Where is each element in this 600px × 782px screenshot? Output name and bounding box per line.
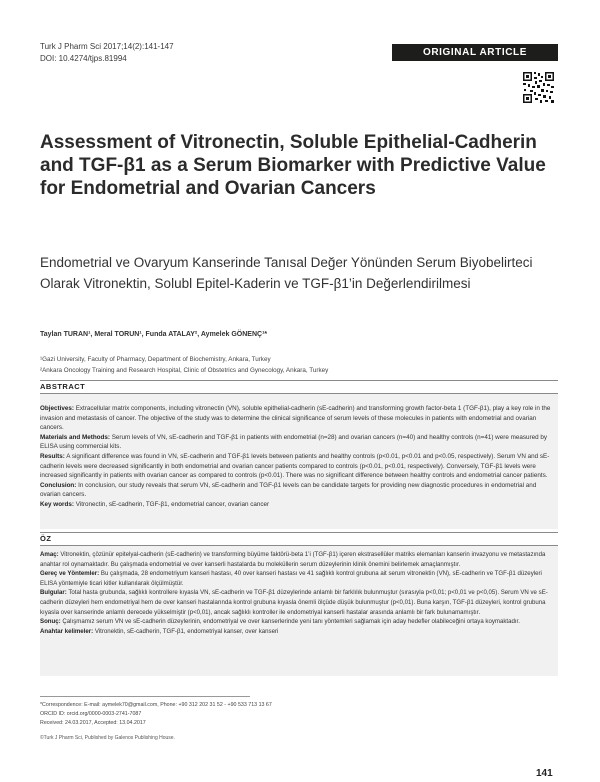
abstract-body bbox=[40, 404, 558, 510]
oz-bulgular: Bulgular: Total hasta grubunda, sağlıklı kontrollere kıyasla VN, sE-cadherin ve TGF-β1 düzeylerinde anlamlı bir farklılık bulunmuştur (sırasıyla p<0,01; p<0,01 ve p<0,05). Serum VN ve sE-cadherin düzeyleri hem endometriyal hem de over kanseri hastalarında kontrol grubuna kıyasla önemli ölçüde düşük bulunmuştur (p<0,01). Buna karşın, TGF-β1 düzeyleri, kontrol grubuna kıyasla over kanserinde anlamlı derecede yükselmiştir (p<0,01), ancak sağlıklı kontroller ile endometriyal kanserli hastalar arasında anlamlı bir fark bulunamamıştır. bbox=[40, 589, 548, 616]
affiliation-1: ¹Gazi University, Faculty of Pharmacy, Department of Biochemistry, Ankara, Turkey bbox=[40, 356, 271, 363]
affiliations bbox=[40, 354, 328, 376]
oz-sonuc: Sonuç: Çalışmamız serum VN ve sE-cadherin düzeylerinin, endometriyal ve over kanserlerinde yeni tanı yöntemleri sağlamak için aday hedefler olabileceğini ortaya koymaktadır. bbox=[40, 618, 520, 626]
abstract-heading: ABSTRACT bbox=[40, 382, 86, 391]
divider bbox=[40, 380, 558, 381]
abstract-methods: Materials and Methods: Serum levels of VN, sE-cadherin and TGF-β1 in patients with endometrial (n=28) and ovarian cancers (n=40) and healthy controls (n=41) were measured by ELISA using commercial kits. bbox=[40, 433, 547, 451]
oz-amac: Amaç: Vitronektin, çözünür epitelyal-cadherin (sE-cadherin) ve transforming büyüme faktörü-beta 1’i (TGF-β1) içeren ekstrasellüler matriks elemanları kanserin invazyonu ve metastazında anahtar rol oynamaktadır. Bu çalışmada endometrial ve over kanserli hastalarda bu moleküllerin serum düzeylerinin klinik önemini belirlemek amaçlanmıştır. bbox=[40, 551, 546, 568]
qr-code-icon bbox=[522, 71, 555, 104]
abstract-keywords: Key words: Vitronectin, sE-cadherin, TGF-β1, endometrial cancer, ovarian cancer bbox=[40, 500, 270, 508]
received-dates: Received: 24.03.2017, Accepted: 13.04.2017 bbox=[40, 719, 146, 726]
journal-citation bbox=[40, 41, 174, 65]
article-title: Assessment of Vitronectin, Soluble Epithelial-Cadherin and TGF-β1 as a Serum Biomarker with Predictive Value for Endometrial and Ovarian Cancers bbox=[40, 132, 546, 199]
journal-line: Turk J Pharm Sci 2017;14(2):141-147 bbox=[40, 42, 174, 51]
abstract-objectives: Objectives: Extracellular matrix components, including vitronectin (VN), soluble epithelial-cadherin (sE-cadherin) and transforming growth factor-beta 1 (TGF-β1), play a key role in the invasion and metastasis of cancer. The objective of the study was to determine the clinical significance of serum levels of these molecules in patients with endometrial and ovarian cancers. bbox=[40, 405, 551, 432]
page-number: 141 bbox=[536, 768, 553, 779]
correspondence-footer bbox=[40, 701, 272, 727]
turkish-title: Endometrial ve Ovaryum Kanserinde Tanısal Değer Yönünden Serum Biyobelirteci Olarak Vitronektin, Solubl Epitel-Kaderin ve TGF-β1’in Değerlendirilmesi bbox=[40, 255, 533, 291]
correspondence: *Correspondence: E-mail: aymelek70@gmail.com, Phone: +90 312 202 31 52 - +90 533 713 13 67 bbox=[40, 702, 272, 708]
affiliation-2: ²Ankara Oncology Training and Research Hospital, Clinic of Obstetrics and Gynecology, Ankara, Turkey bbox=[40, 367, 329, 374]
orcid: ORCID ID: orcid.org/0000-0003-2741-7087 bbox=[40, 710, 142, 717]
oz-kelimeler: Anahtar kelimeler: Vitronektin, sE-cadherin, TGF-β1, endometriyal kanser, over kanseri bbox=[40, 627, 279, 635]
oz-yontem: Gereç ve Yöntemler: Bu çalışmada, 28 endometriyum kanseri hastası, 40 over kanseri hastası ve 41 sağlıklı kontrol grubuna ait serum vitronektin (VN), sE-cadherin ve TGF-β1 düzeyleri ELISA yöntemiyle ticari kitler kullanılarak ölçülmüştür. bbox=[40, 570, 542, 587]
divider bbox=[40, 532, 558, 533]
footnote-divider bbox=[40, 696, 250, 697]
article-type-badge: ORIGINAL ARTICLE bbox=[392, 44, 558, 61]
abstract-results: Results: A significant difference was found in VN, sE-cadherin and TGF-β1 levels between patients and healthy controls (p<0.01, p<0.01 and p<0.05, respectively). Serum VN and sE-cadherin levels were decreased significantly in both endometrial and ovarian cancer patients compared to controls (p<0.01, p<0.01, respectively). Conversely, TGF-β1 levels were increased significantly in patients with ovarian cancer as compared to controls (p<0.01). There was no significant difference between healthy controls and endometrial cancer patients. bbox=[40, 452, 550, 480]
abstract-conclusion: Conclusion: In conclusion, our study reveals that serum VN, sE-cadherin and TGF-β1 levels can be candidate targets for providing new diagnostic procedures in endometrial and ovarian cancers. bbox=[40, 481, 537, 499]
oz-heading: ÖZ bbox=[40, 534, 52, 543]
oz-body bbox=[40, 550, 558, 636]
doi-line: DOI: 10.4274/tjps.81994 bbox=[40, 54, 127, 63]
copyright: ©Turk J Pharm Sci, Published by Galenos Publishing House. bbox=[40, 735, 175, 741]
author-list: Taylan TURAN¹, Meral TORUN¹, Funda ATALAY², Aymelek GÖNENÇ¹* bbox=[40, 331, 268, 338]
